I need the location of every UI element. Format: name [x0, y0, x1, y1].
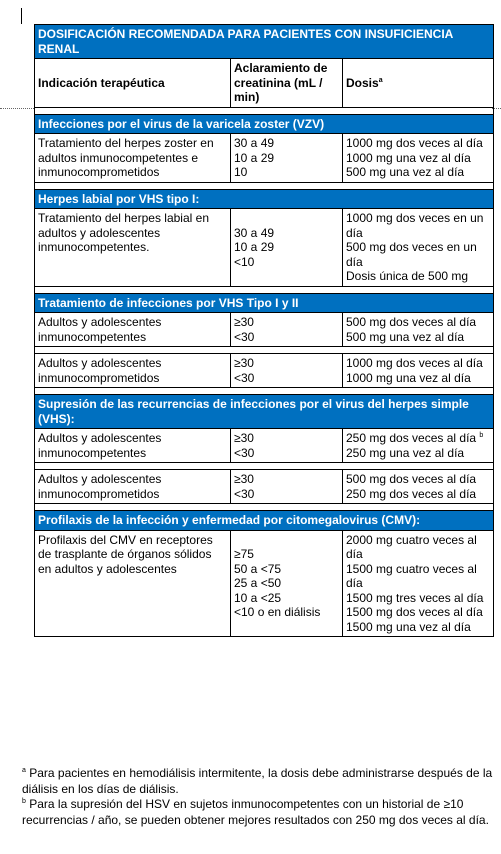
clearance-cell: [231, 530, 343, 637]
dose-text: 250 mg dos veces al día: [346, 431, 477, 445]
dose-value: [346, 472, 490, 487]
dose-value: [346, 165, 490, 180]
section-header: [35, 189, 494, 209]
header-dose-label: Dosis: [346, 75, 379, 90]
clearance-value: <30: [234, 370, 255, 385]
dose-text: 500 mg una vez al día: [346, 329, 465, 344]
indication-cell: Adultos y adolescentes inmunocomprometidos: [35, 470, 231, 504]
footnote-b: [22, 797, 497, 828]
clearance-value: <30: [234, 329, 255, 344]
footnote-mark: a: [22, 767, 26, 774]
dose-value: [346, 356, 490, 371]
clearance-cell: [231, 429, 343, 463]
table-title: DOSIFICACIÓN RECOMENDADA PARA PACIENTES CON INSUFICIENCIA RENAL: [35, 25, 494, 59]
indication-cell: Tratamiento del herpes zoster en adultos inmunocompetentes e inmunocomprometidos: [35, 134, 231, 183]
section-spacer: [35, 388, 494, 395]
section-title: Infecciones por el virus de la varicela zoster (VZV): [35, 114, 494, 134]
section-spacer: [35, 504, 494, 511]
margin-guide-left: [0, 108, 34, 109]
dose-text: 1500 mg tres veces al día: [346, 590, 484, 605]
footnote-text: Para pacientes en hemodiálisis intermitente, la dosis debe administrarse después de la diálisis en los días de diálisis.: [22, 766, 493, 796]
dose-text: 1000 mg una vez al día: [346, 150, 471, 165]
clearance-value: 10 a 29: [234, 240, 275, 254]
header-dose-footnote-mark: a: [378, 76, 383, 84]
dose-text: 250 mg dos veces al día: [346, 486, 477, 501]
dose-value: [346, 371, 490, 386]
clearance-value: 25 a <50: [234, 576, 282, 590]
dose-text: 1000 mg dos veces en un día: [346, 211, 484, 240]
dosage-table: [34, 24, 494, 637]
clearance-cell: [231, 354, 343, 388]
dose-text: 2000 mg cuatro veces al día: [346, 532, 477, 561]
dose-text: 1000 mg dos veces al día: [346, 356, 483, 370]
dose-text: 250 mg una vez al día: [346, 445, 465, 460]
clearance-value: 50 a <75: [234, 561, 282, 576]
clearance-value: <10 o en diálisis: [234, 605, 321, 619]
clearance-value: ≥30: [234, 472, 254, 486]
header-indication: Indicación terapéutica: [35, 59, 231, 108]
clearance-value: <10: [234, 254, 255, 269]
section-header: [35, 114, 494, 134]
dose-value: [346, 240, 490, 269]
clearance-value: ≥30: [234, 356, 254, 370]
clearance-value: 10: [234, 165, 248, 179]
footnote-a: [22, 766, 497, 797]
footnote-text: Para la supresión del HSV en sujetos inmunocompetentes con un historial de ≥10 recurrencias / año, se pueden obtener mejores resultados con 250 mg dos veces al día.: [22, 797, 489, 827]
dose-text: Dosis única de 500 mg: [346, 269, 469, 283]
table-row: [35, 354, 494, 388]
row-spacer: [35, 463, 494, 470]
section-title: Herpes labial por VHS tipo I:: [35, 189, 494, 209]
dose-value: [346, 315, 490, 330]
dose-text: 500 mg dos veces al día: [346, 472, 477, 486]
clearance-value: <30: [234, 486, 255, 501]
section-title: Tratamiento de infecciones por VHS Tipo I y II: [35, 293, 494, 313]
dose-value: [346, 533, 490, 562]
dose-footnote-mark: b: [479, 432, 484, 439]
dose-cell: [343, 470, 494, 504]
table-row: [35, 530, 494, 637]
dose-text: 1000 mg una vez al día: [346, 370, 471, 385]
indication-cell: Adultos y adolescentes inmunocompetentes: [35, 313, 231, 347]
clearance-value: ≥30: [234, 315, 254, 329]
dose-cell: [343, 134, 494, 183]
indication-cell: Adultos y adolescentes inmunocompetentes: [35, 429, 231, 463]
indication-cell: Adultos y adolescentes inmunocomprometidos: [35, 354, 231, 388]
dose-value: [346, 431, 490, 446]
clearance-value: ≥30: [234, 431, 254, 445]
footnotes: [22, 766, 497, 828]
clearance-value: 30 a 49: [234, 225, 275, 240]
dose-value: [346, 136, 490, 151]
dose-text: 1500 mg dos veces al día: [346, 605, 483, 619]
table-row: [35, 134, 494, 183]
table-row: [35, 313, 494, 347]
dose-value: [346, 269, 490, 284]
dose-value: [346, 591, 490, 606]
dose-value: [346, 620, 490, 635]
section-header: [35, 395, 494, 429]
clearance-value: 10 a <25: [234, 590, 282, 605]
dose-cell: [343, 354, 494, 388]
text-cursor: [21, 8, 22, 24]
clearance-cell: [231, 313, 343, 347]
clearance-cell: [231, 470, 343, 504]
table-row: [35, 470, 494, 504]
section-header: [35, 293, 494, 313]
dose-text: 500 mg dos veces al día: [346, 315, 477, 329]
dose-value: [346, 562, 490, 591]
dose-text: 500 mg una vez al día: [346, 165, 465, 179]
section-spacer: [35, 182, 494, 189]
dose-text: 1500 mg una vez al día: [346, 619, 471, 634]
dose-value: [346, 151, 490, 166]
dose-value: [346, 446, 490, 461]
clearance-value: ≥75: [234, 547, 254, 561]
clearance-value: 10 a 29: [234, 150, 275, 165]
clearance-cell: [231, 209, 343, 287]
clearance-value: 30 a 49: [234, 136, 275, 150]
clearance-cell: [231, 134, 343, 183]
dose-cell: [343, 429, 494, 463]
footnote-mark: b: [22, 798, 26, 805]
table-row: [35, 429, 494, 463]
section-spacer: [35, 107, 494, 114]
dose-value: [346, 211, 490, 240]
dose-cell: [343, 530, 494, 637]
indication-cell: Profilaxis del CMV en receptores de trasplante de órganos sólidos en adultos y adolescentes: [35, 530, 231, 637]
header-clearance: Aclaramiento de creatinina (mL / min): [231, 59, 343, 108]
dose-text: 1000 mg dos veces al día: [346, 136, 483, 150]
header-dose: [343, 59, 494, 108]
dose-cell: [343, 209, 494, 287]
dose-cell: [343, 313, 494, 347]
section-title: Supresión de las recurrencias de infecciones por el virus del herpes simple (VHS):: [35, 395, 494, 429]
clearance-value: <30: [234, 445, 255, 460]
section-spacer: [35, 286, 494, 293]
table-row: [35, 209, 494, 287]
dose-text: 1500 mg cuatro veces al día: [346, 561, 477, 590]
dose-value: [346, 487, 490, 502]
row-spacer: [35, 347, 494, 354]
section-header: [35, 511, 494, 531]
dose-value: [346, 330, 490, 345]
dose-value: [346, 605, 490, 620]
indication-cell: Tratamiento del herpes labial en adultos y adolescentes inmunocompetentes.: [35, 209, 231, 287]
dose-text: 500 mg dos veces en un día: [346, 240, 477, 269]
section-title: Profilaxis de la infección y enfermedad por citomegalovirus (CMV):: [35, 511, 494, 531]
